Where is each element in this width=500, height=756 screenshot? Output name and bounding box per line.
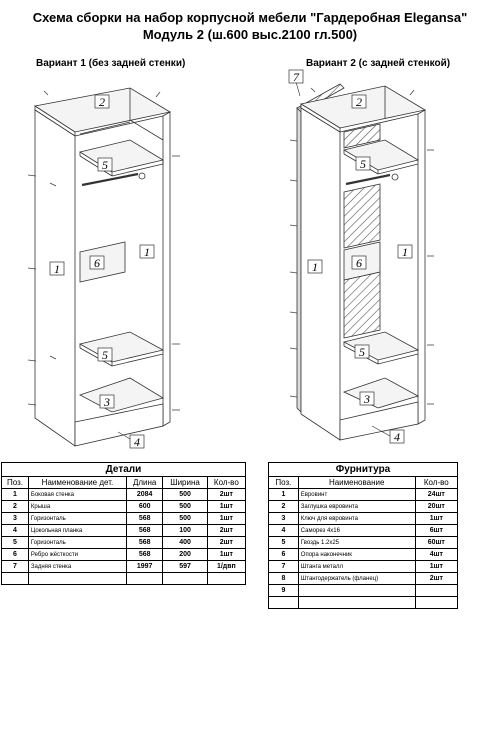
- v2-label-back-panel: 7: [293, 70, 299, 84]
- details-row-cell: 400: [163, 537, 207, 549]
- v2-back-panel-low: [344, 272, 380, 338]
- details-row-cell: [207, 573, 245, 585]
- details-table: [1, 462, 246, 585]
- v1-label-stiffener: 6: [94, 256, 100, 270]
- furniture-row: [269, 537, 458, 549]
- v1-label-bottom: 3: [104, 395, 110, 409]
- v2-left-side: [301, 108, 340, 440]
- furniture-row-cell: 6: [269, 549, 299, 561]
- furniture-row: [269, 561, 458, 573]
- furniture-row-cell: 20шт: [415, 501, 457, 513]
- v2-label-plinth: 4: [394, 430, 400, 444]
- details-row-cell: 500: [163, 501, 207, 513]
- v1-label-roof: 2: [99, 95, 105, 109]
- v1-label-right-side: 1: [144, 245, 150, 259]
- details-row-cell: 100: [163, 525, 207, 537]
- details-row-cell: 568: [126, 513, 162, 525]
- furniture-row: [269, 573, 458, 585]
- furniture-row-cell: 9: [269, 585, 299, 597]
- furniture-col-qty: Кол-во: [415, 477, 457, 489]
- v1-right-side: [163, 112, 170, 426]
- details-row-cell: Боковая стенка: [28, 489, 126, 501]
- furniture-row-cell: 3: [269, 513, 299, 525]
- details-row-cell: [126, 573, 162, 585]
- details-col-length: Длина: [126, 477, 162, 489]
- v1-rail: [82, 174, 138, 185]
- details-row-cell: [2, 573, 29, 585]
- details-row-cell: Цокольная планка: [28, 525, 126, 537]
- furniture-row-cell: 1: [269, 489, 299, 501]
- details-row-cell: 6: [2, 549, 29, 561]
- details-col-width: Ширина: [163, 477, 207, 489]
- details-row-cell: Задняя стенка: [28, 561, 126, 573]
- furniture-row-cell: 8: [269, 573, 299, 585]
- details-row-cell: Ребро жёсткости: [28, 549, 126, 561]
- furniture-table: [268, 462, 458, 609]
- details-row-cell: 500: [163, 513, 207, 525]
- v1-label-shelf-lower: 5: [102, 348, 108, 362]
- furniture-header-row: [269, 477, 458, 489]
- details-row-cell: 2: [2, 501, 29, 513]
- furniture-row-cell: [269, 597, 299, 609]
- furniture-row: [269, 501, 458, 513]
- furniture-col-name: Наименование: [298, 477, 415, 489]
- furniture-row-cell: 4: [269, 525, 299, 537]
- details-row-cell: Горизонталь: [28, 513, 126, 525]
- details-header-row: [2, 477, 246, 489]
- furniture-row-cell: Штангодержатель (фланец): [298, 573, 415, 585]
- furniture-row: [269, 513, 458, 525]
- v2-label-stiffener: 6: [356, 256, 362, 270]
- v2-right-side: [418, 110, 425, 424]
- v2-label-shelf-upper: 5: [360, 157, 366, 171]
- v2-label-roof: 2: [356, 95, 362, 109]
- details-row-cell: 1шт: [207, 501, 245, 513]
- details-row-cell: Крыша: [28, 501, 126, 513]
- furniture-row-cell: [298, 585, 415, 597]
- furniture-row-cell: 1шт: [415, 561, 457, 573]
- details-row-cell: 2шт: [207, 525, 245, 537]
- details-row-cell: 2шт: [207, 537, 245, 549]
- details-row-cell: [163, 573, 207, 585]
- v2-bottom: [344, 378, 418, 408]
- page-title: Схема сборки на набор корпусной мебели "Гардеробная Elegansa": [32, 10, 468, 25]
- furniture-row-cell: 60шт: [415, 537, 457, 549]
- details-row-cell: 1/двп: [207, 561, 245, 573]
- furniture-row-cell: 1шт: [415, 513, 457, 525]
- details-row-cell: 3: [2, 513, 29, 525]
- furniture-row-cell: 6шт: [415, 525, 457, 537]
- details-row-cell: 2084: [126, 489, 162, 501]
- details-row-cell: 1шт: [207, 549, 245, 561]
- furniture-row-cell: 5: [269, 537, 299, 549]
- details-row: [2, 501, 246, 513]
- details-row-cell: 568: [126, 525, 162, 537]
- furniture-row-cell: Гвоздь 1.2х25: [298, 537, 415, 549]
- furniture-row-cell: 7: [269, 561, 299, 573]
- furniture-row-cell: Евровинт: [298, 489, 415, 501]
- details-row-cell: 500: [163, 489, 207, 501]
- details-row-cell: [28, 573, 126, 585]
- details-row-cell: 7: [2, 561, 29, 573]
- v1-label-left-side: 1: [54, 262, 60, 276]
- furniture-row-cell: Штанга металл: [298, 561, 415, 573]
- furniture-row-cell: 2шт: [415, 573, 457, 585]
- details-caption: Детали: [1, 462, 246, 476]
- details-row-cell: 597: [163, 561, 207, 573]
- v2-label-bottom: 3: [364, 392, 370, 406]
- furniture-row-cell: Ключ для евровинта: [298, 513, 415, 525]
- furniture-row-cell: [298, 597, 415, 609]
- details-row: [2, 561, 246, 573]
- details-row: [2, 513, 246, 525]
- details-row-cell: 568: [126, 537, 162, 549]
- furniture-row: [269, 585, 458, 597]
- details-col-pos: Поз.: [2, 477, 29, 489]
- v1-left-side: [35, 110, 75, 446]
- v1-label-shelf-upper: 5: [102, 158, 108, 172]
- variant-1-label: Вариант 1 (без задней стенки): [36, 58, 186, 69]
- details-row: [2, 489, 246, 501]
- v2-back-panel-mid: [344, 184, 380, 248]
- details-row: [2, 537, 246, 549]
- details-row: [2, 573, 246, 585]
- furniture-row-cell: Заглушка евровинта: [298, 501, 415, 513]
- details-row-cell: Горизонталь: [28, 537, 126, 549]
- details-row-cell: 2шт: [207, 489, 245, 501]
- v2-label-left-side: 1: [312, 260, 318, 274]
- page-subtitle: Модуль 2 (ш.600 выс.2100 гл.500): [142, 27, 358, 42]
- details-row-cell: 5: [2, 537, 29, 549]
- v1-label-plinth: 4: [134, 435, 140, 449]
- details-row-cell: 1: [2, 489, 29, 501]
- details-row: [2, 549, 246, 561]
- furniture-row-cell: [415, 585, 457, 597]
- details-row-cell: 568: [126, 549, 162, 561]
- v2-label-right-side: 1: [402, 245, 408, 259]
- furniture-row: [269, 489, 458, 501]
- furniture-col-pos: Поз.: [269, 477, 299, 489]
- details-row-cell: 200: [163, 549, 207, 561]
- details-col-name: Наименование дет.: [28, 477, 126, 489]
- furniture-row-cell: Опора наконечник: [298, 549, 415, 561]
- v2-label-shelf-lower: 5: [359, 345, 365, 359]
- furniture-row-cell: 24шт: [415, 489, 457, 501]
- variant-2-label: Вариант 2 (с задней стенкой): [306, 58, 451, 69]
- furniture-caption: Фурнитура: [268, 462, 458, 476]
- details-row-cell: 1997: [126, 561, 162, 573]
- furniture-row: [269, 525, 458, 537]
- v1-shelf-lower: [80, 332, 163, 362]
- furniture-row: [269, 549, 458, 561]
- details-col-qty: Кол-во: [207, 477, 245, 489]
- furniture-row-cell: 4шт: [415, 549, 457, 561]
- furniture-row-cell: 2: [269, 501, 299, 513]
- details-row-cell: 600: [126, 501, 162, 513]
- v2-rail: [346, 175, 390, 184]
- details-row: [2, 525, 246, 537]
- furniture-row-cell: [415, 597, 457, 609]
- details-row-cell: 1шт: [207, 513, 245, 525]
- furniture-row-cell: Саморез 4х16: [298, 525, 415, 537]
- furniture-row: [269, 597, 458, 609]
- details-row-cell: 4: [2, 525, 29, 537]
